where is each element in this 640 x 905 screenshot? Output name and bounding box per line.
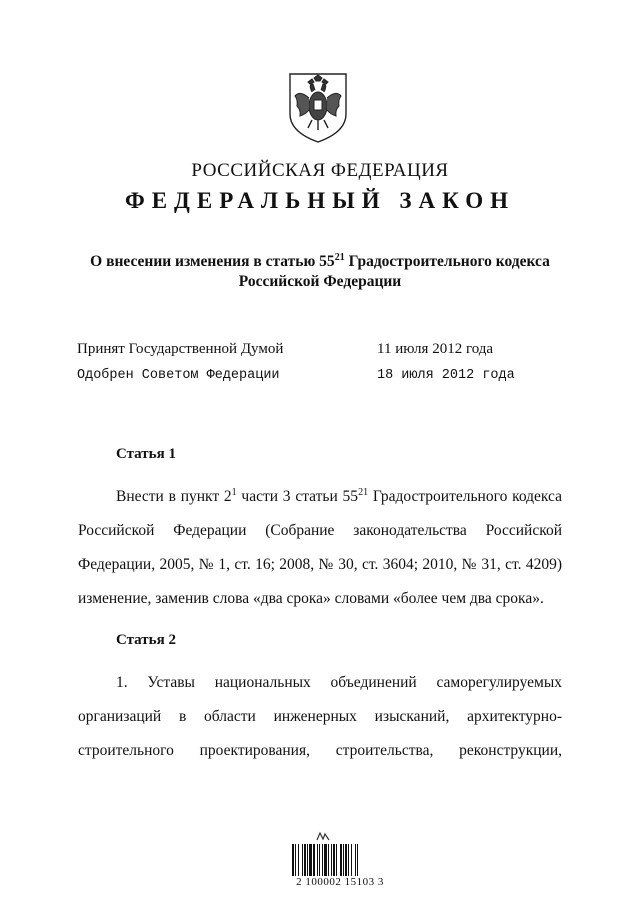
law-title-superscript: 21 (334, 251, 345, 263)
article-2-body (78, 666, 562, 768)
law-title-line-2: Российской Федерации (238, 273, 402, 290)
law-title-text: О внесении изменения в статью 55 (90, 253, 335, 270)
council-date: 18 июля 2012 года (377, 368, 515, 383)
duma-label: Принят Государственной Думой (77, 341, 284, 357)
article-2-heading: Статья 2 (116, 632, 176, 648)
article-1-text: Градостроительного кодекса (368, 488, 562, 505)
country-name: РОССИЙСКАЯ ФЕДЕРАЦИЯ (191, 160, 449, 181)
article-1-text: Внести в пункт 2 (116, 488, 232, 505)
article-1-line: Российской Федерации (Собрание законодательства Российской (78, 522, 562, 539)
article-1-line (78, 480, 562, 514)
article-1-text: части 3 статьи 55 (236, 488, 359, 505)
article-2-line: организаций в области инженерных изысканий, архитектурно- (78, 708, 562, 725)
article-1-line: изменение, заменив слова «два срока» словами «более чем два срока». (78, 590, 544, 607)
law-title-line-1 (60, 252, 580, 272)
barcode (292, 842, 384, 880)
law-title-text: Градостроительного кодекса (344, 253, 550, 270)
barcode-number: 2 100002 15103 3 (296, 876, 384, 888)
coat-of-arms-emblem (286, 70, 350, 144)
law-type: ФЕДЕРАЛЬНЫЙ ЗАКОН (124, 188, 516, 213)
duma-date: 11 июля 2012 года (377, 341, 494, 357)
article-1-line: Федерации, 2005, № 1, ст. 16; 2008, № 30, ст. 3604; 2010, № 31, ст. 4209) (78, 556, 562, 573)
article-1-superscript: 1 (231, 486, 237, 498)
barcode-mark-icon (316, 831, 330, 841)
article-1-heading: Статья 1 (116, 446, 176, 462)
law-title (60, 252, 580, 292)
article-2-line: строительного проектирования, строительства, реконструкции, (78, 742, 562, 759)
article-1-body (78, 480, 562, 616)
article-2-line: 1. Уставы национальных объединений саморегулируемых (116, 674, 562, 691)
article-1-superscript: 21 (358, 486, 369, 498)
council-label: Одобрен Советом Федерации (77, 368, 280, 383)
